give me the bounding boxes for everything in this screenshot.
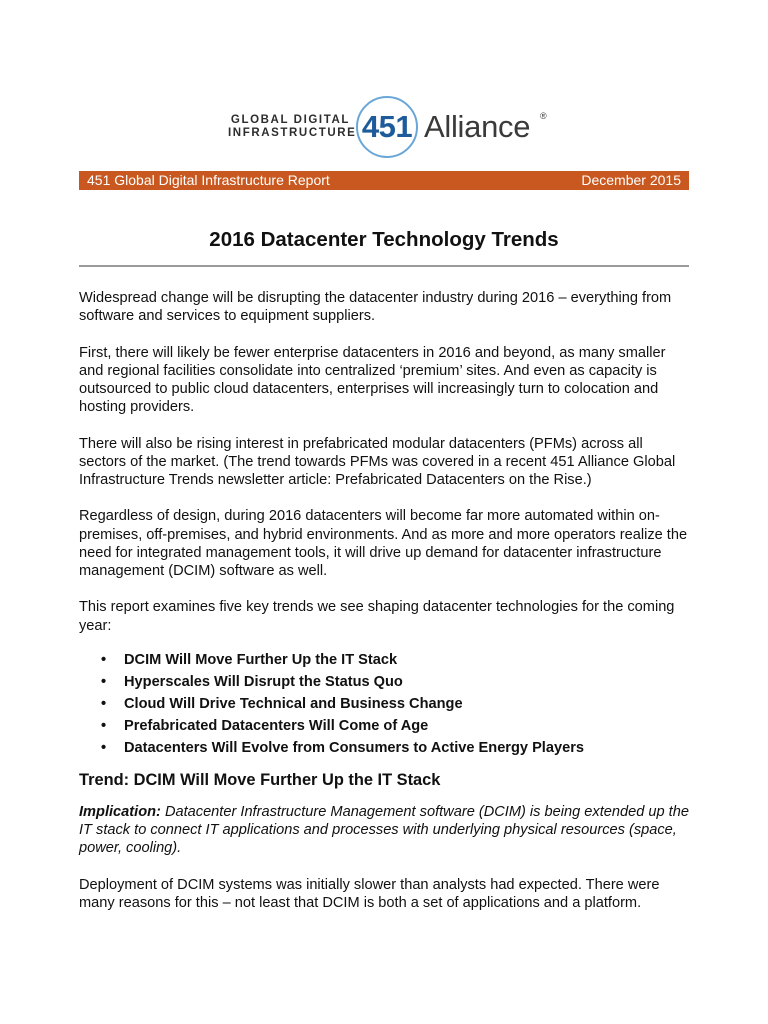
bullet-icon: • bbox=[101, 717, 107, 734]
bullet-icon: • bbox=[101, 739, 107, 756]
logo-line-2: INFRASTRUCTURE bbox=[228, 127, 357, 139]
banner-report-name: 451 Global Digital Infrastructure Report bbox=[87, 172, 330, 188]
logo-tagline bbox=[228, 114, 357, 140]
trend-label: Prefabricated Datacenters Will Come of Age bbox=[124, 717, 429, 734]
logo-number: 451 bbox=[361, 109, 413, 144]
trend-label: Cloud Will Drive Technical and Business Change bbox=[124, 695, 463, 712]
logo-line-1: GLOBAL DIGITAL bbox=[230, 114, 350, 126]
report-banner bbox=[79, 171, 689, 190]
paragraph-implication bbox=[79, 803, 691, 858]
trend-list bbox=[79, 649, 691, 759]
section-heading: Trend: DCIM Will Move Further Up the IT Stack bbox=[79, 770, 441, 789]
paragraph-pfm: There will also be rising interest in prefabricated modular datacenters (PFMs) across all sectors of the market. (The trend towards PFMs was covered in a recent 451 Alliance Global Infrastructure Trends newsletter article: Prefabricated Datacenters on the Rise.) bbox=[79, 435, 676, 488]
logo-name: Alliance bbox=[424, 109, 531, 144]
trend-label: Hyperscales Will Disrupt the Status Quo bbox=[124, 673, 403, 690]
page-title: 2016 Datacenter Technology Trends bbox=[209, 228, 559, 251]
alliance-logo bbox=[228, 96, 548, 162]
title-divider bbox=[79, 265, 689, 267]
banner-date: December 2015 bbox=[581, 172, 681, 188]
paragraph-intro: Widespread change will be disrupting the datacenter industry during 2016 – everything from software and services to equipment suppliers. bbox=[79, 290, 672, 325]
bullet-icon: • bbox=[101, 695, 107, 712]
implication-label: Implication: bbox=[79, 804, 161, 820]
list-item bbox=[79, 693, 691, 715]
paragraph-consolidation: First, there will likely be fewer enterprise datacenters in 2016 and beyond, as many smaller and regional facilities consolidate into centralized ‘premium’ sites. And even as capacity is outsourced to public cloud datacenters, enterprises will increasingly turn to colocation and hosting providers. bbox=[79, 344, 666, 416]
paragraph-automation: Regardless of design, during 2016 datacenters will become far more automated within on-premises, off-premises, and hybrid environments. And as more and more operators realize the need for integrated management tools, it will drive up demand for datacenter infrastructure management (DCIM) software as well. bbox=[79, 508, 688, 579]
paragraph-deployment: Deployment of DCIM systems was initially slower than analysts had expected. There were many reasons for this – not least that DCIM is both a set of applications and a platform. bbox=[79, 876, 660, 911]
bullet-icon: • bbox=[101, 651, 107, 668]
document-body bbox=[79, 289, 691, 930]
list-item bbox=[79, 671, 691, 693]
list-item bbox=[79, 649, 691, 671]
trend-label: Datacenters Will Evolve from Consumers to Active Energy Players bbox=[124, 739, 585, 756]
logo-registered-mark: ® bbox=[540, 111, 547, 121]
implication-text: Datacenter Infrastructure Management software (DCIM) is being extended up the IT stack to connect IT applications and processes with underlying physical resources (space, power, cooling). bbox=[79, 804, 689, 857]
list-item bbox=[79, 715, 691, 737]
trend-label: DCIM Will Move Further Up the IT Stack bbox=[124, 651, 398, 668]
bullet-icon: • bbox=[101, 673, 107, 690]
paragraph-report-scope: This report examines five key trends we see shaping datacenter technologies for the coming year: bbox=[79, 599, 675, 634]
list-item bbox=[79, 737, 691, 759]
